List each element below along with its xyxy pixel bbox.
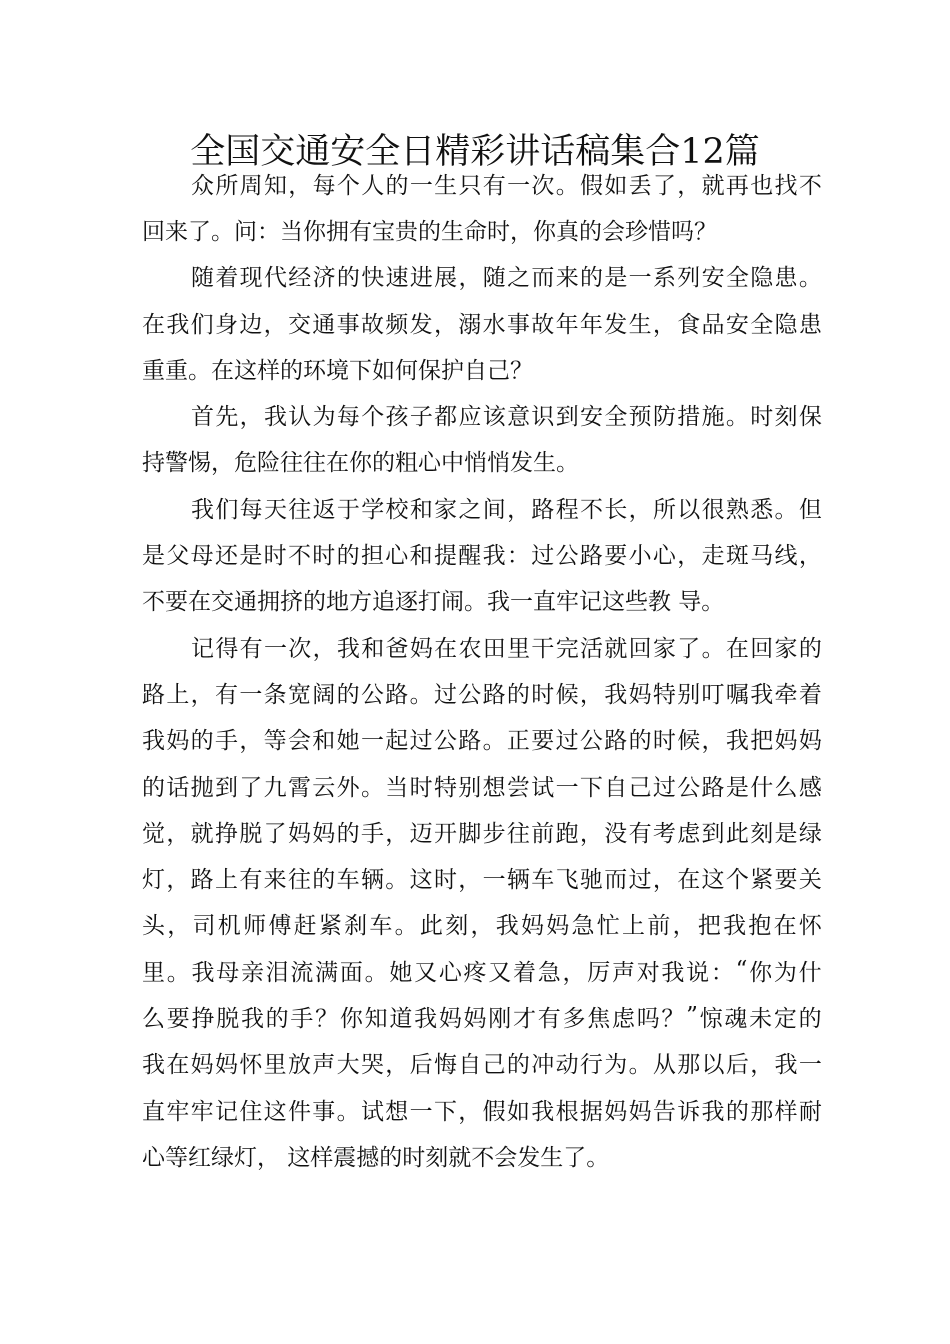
paragraph xyxy=(142,253,822,392)
paragraph-line: 的 话 抛 到 了 九 霄 云 外 。 当 时 特 别 想 尝 试 一 下 自 己 过 公 路 是 什 么 感 xyxy=(142,774,822,801)
paragraph-line: 持警惕，危险往往在你的粗心中悄悄发生。 xyxy=(142,450,579,477)
paragraph-line: 我 在 妈 妈 怀 里 放 声 大 哭 ， 后 悔 自 己 的 冲 动 行 为 。 从 那 以 后 ， 我 一 xyxy=(142,1052,822,1079)
paragraph-line: 我 妈 的 手 ， 等 会 和 她 一 起 过 公 路 。 正 要 过 公 路 的 时 候 ， 我 把 妈 妈 xyxy=(142,728,822,755)
paragraph-line: 里 。 我 母 亲 泪 流 满 面 。 她 又 心 疼 又 着 急 ， 厉 声 对 我 说 ： “ 你 为 什 xyxy=(142,957,822,986)
document-body xyxy=(142,160,822,1179)
paragraph-line: 首 先 ， 我 认 为 每 个 孩 子 都 应 该 意 识 到 安 全 预 防 措 施 。 时 刻 保 xyxy=(191,404,822,431)
paragraph-line: 是 父 母 还 是 时 不 时 的 担 心 和 提 醒 我 ： 过 公 路 要 小 心 ， 走 斑 马 线 ， xyxy=(142,543,822,570)
paragraph-line: 觉 ， 就 挣 脱 了 妈 妈 的 手 ， 迈 开 脚 步 往 前 跑 ， 没 有 考 虑 到 此 刻 是 绿 xyxy=(142,820,822,847)
paragraph-line: 心等红绿灯， 这样震撼的时刻就不会发生了。 xyxy=(142,1144,610,1171)
paragraph-line: 回来了。问：当你拥有宝贵的生命时，你真的会珍惜吗？ xyxy=(142,218,717,245)
paragraph-line: 直 牢 牢 记 住 这 件 事 。 试 想 一 下 ， 假 如 我 根 据 妈 妈 告 诉 我 的 那 样 耐 xyxy=(142,1098,822,1125)
document-title: 全国交通安全日精彩讲话稿集合12篇 xyxy=(190,132,760,173)
paragraph xyxy=(142,484,822,623)
paragraph-line: 在 我 们 身 边 ， 交 通 事 故 频 发 ， 溺 水 事 故 年 年 发 生 ， 食 品 安 全 隐 患 xyxy=(142,311,822,338)
paragraph-line: 随 着 现 代 经 济 的 快 速 进 展 ， 随 之 而 来 的 是 一 系 列 安 全 隐 患 。 xyxy=(191,265,822,292)
paragraph-line: 记 得 有 一 次 ， 我 和 爸 妈 在 农 田 里 干 完 活 就 回 家 了 。 在 回 家 的 xyxy=(191,635,822,662)
paragraph-line: 众 所 周 知 ， 每 个 人 的 一 生 只 有 一 次 。 假 如 丢 了 ， 就 再 也 找 不 xyxy=(191,172,822,199)
paragraph-line: 重重。在这样的环境下如何保护自己？ xyxy=(142,357,533,384)
paragraph-line: 么 要 挣 脱 我 的 手 ？ 你 知 道 我 妈 妈 刚 才 有 多 焦 虑 吗 ？ ” 惊 魂 未 定 的 xyxy=(142,1003,822,1032)
paragraph-line: 头 ， 司 机 师 傅 赶 紧 刹 车 。 此 刻 ， 我 妈 妈 急 忙 上 前 ， 把 我 抱 在 怀 xyxy=(142,913,822,940)
paragraph-line: 路 上 ， 有 一 条 宽 阔 的 公 路 。 过 公 路 的 时 候 ， 我 妈 特 别 叮 嘱 我 牵 着 xyxy=(142,681,822,708)
paragraph-line: 灯 ， 路 上 有 来 往 的 车 辆 。 这 时 ， 一 辆 车 飞 驰 而 过 ， 在 这 个 紧 要 关 xyxy=(142,867,822,894)
paragraph xyxy=(142,391,822,484)
paragraph xyxy=(142,160,822,253)
paragraph xyxy=(142,623,822,1179)
paragraph-line: 不要在交通拥挤的地方追逐打闹。我一直牢记这些教 导。 xyxy=(142,589,725,616)
paragraph-line: 我 们 每 天 往 返 于 学 校 和 家 之 间 ， 路 程 不 长 ， 所 以 很 熟 悉 。 但 xyxy=(191,496,822,523)
